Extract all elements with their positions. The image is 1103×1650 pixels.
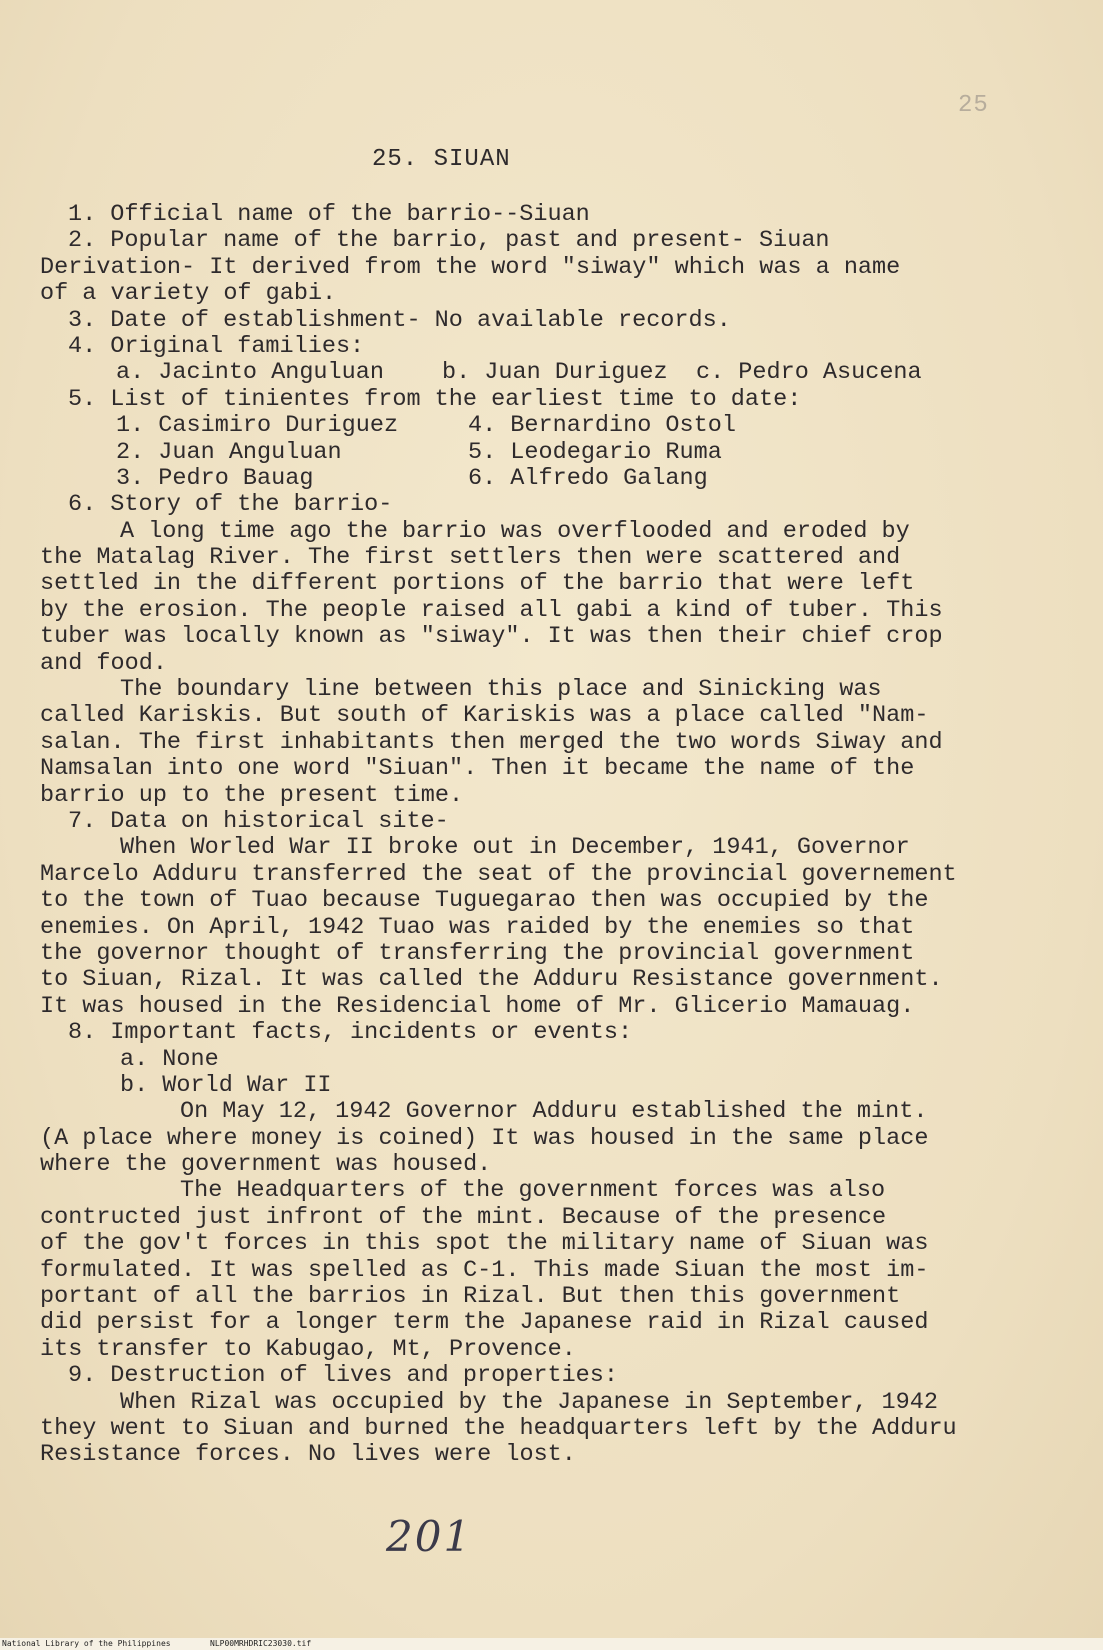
story-line: tuber was locally known as "siway". It was then their chief crop [40, 623, 943, 651]
events-line: The Headquarters of the government forces was also [180, 1177, 886, 1205]
item-4: 4. Original families: [68, 332, 365, 360]
historical-line: to Siuan, Rizal. It was called the Adduru Resistance government. [40, 966, 943, 994]
destruction-line: When Rizal was occupied by the Japanese in September, 1942 [120, 1388, 938, 1416]
item-3: 3. Date of establishment- No available records. [68, 306, 731, 334]
events-line: portant of all the barrios in Rizal. But then this government [40, 1283, 901, 1311]
teniente-6: 6. Alfredo Galang [468, 464, 708, 492]
story-line: settled in the different portions of the barrio that were left [40, 570, 915, 598]
historical-line: enemies. On April, 1942 Tuao was raided by the enemies so that [40, 913, 915, 941]
teniente-5: 5. Leodegario Ruma [468, 438, 722, 466]
story-line: and food. [40, 649, 167, 677]
item-8: 8. Important facts, incidents or events: [68, 1019, 633, 1047]
destruction-line: Resistance forces. No lives were lost. [40, 1441, 576, 1469]
item-1: 1. Official name of the barrio--Siuan [68, 201, 590, 228]
item-7: 7. Data on historical site- [68, 807, 449, 835]
teniente-row [40, 413, 1080, 439]
footer-file: NLP00MRHDRIC23030.tif [210, 1639, 312, 1648]
item-9: 9. Destruction of lives and properties: [68, 1362, 618, 1390]
events-line: contructed just infront of the mint. Because of the presence [40, 1203, 887, 1231]
teniente-2: 2. Juan Anguluan [116, 438, 342, 466]
document-body [40, 202, 1080, 1469]
events-line: formulated. It was spelled as C-1. This made Siuan the most im- [40, 1256, 929, 1284]
footer-library: National Library of the Philippines [2, 1639, 171, 1648]
page-title: 25. SIUAN [372, 146, 511, 173]
story-line: Namsalan into one word "Siuan". Then it became the name of the [40, 755, 915, 783]
family-a: a. Jacinto Anguluan [116, 359, 384, 387]
teniente-3: 3. Pedro Bauag [116, 464, 314, 492]
teniente-row [40, 466, 1080, 492]
events-line: did persist for a longer term the Japanese raid in Rizal caused [40, 1309, 929, 1337]
historical-line: It was housed in the Residencial home of Mr. Glicerio Mamauag. [40, 992, 915, 1020]
teniente-1: 1. Casimiro Duriguez [116, 412, 399, 440]
scan-footer [0, 1638, 1103, 1650]
events-line: its transfer to Kabugao, Mt, Provence. [40, 1335, 576, 1363]
item-8-a: a. None [120, 1045, 219, 1073]
item-2: 2. Popular name of the barrio, past and present- Siuan [68, 227, 830, 255]
historical-line: the governor thought of transferring the provincial government [40, 939, 915, 967]
story-line: called Kariskis. But south of Kariskis was a place called "Nam- [40, 702, 929, 730]
families-row [40, 360, 1080, 386]
events-line: where the government was housed. [40, 1151, 492, 1179]
events-line: of the gov't forces in this spot the military name of Siuan was [40, 1230, 929, 1258]
story-line: the Matalag River. The first settlers then were scattered and [40, 544, 901, 572]
story-line: barrio up to the present time. [40, 781, 464, 809]
item-5: 5. List of tinientes from the earliest time to date: [68, 385, 802, 413]
handwritten-page-number: 201 [386, 1512, 473, 1561]
events-line: On May 12, 1942 Governor Adduru established the mint. [180, 1098, 928, 1126]
historical-line: When Worled War II broke out in December, 1941, Governor [120, 834, 910, 862]
historical-line: to the town of Tuao because Tuguegarao then was occupied by the [40, 887, 929, 915]
page-number: 25 [958, 92, 989, 119]
item-2-derivation-cont: of a variety of gabi. [40, 280, 337, 308]
story-line: by the erosion. The people raised all gabi a kind of tuber. This [40, 596, 943, 624]
teniente-4: 4. Bernardino Ostol [468, 412, 736, 440]
events-line: (A place where money is coined) It was housed in the same place [40, 1124, 929, 1152]
item-6: 6. Story of the barrio- [68, 491, 393, 519]
family-b: b. Juan Duriguez [442, 359, 668, 387]
story-line: salan. The first inhabitants then merged the two words Siway and [40, 728, 943, 756]
historical-line: Marcelo Adduru transferred the seat of the provincial governement [40, 860, 957, 888]
story-line: A long time ago the barrio was overflooded and eroded by [120, 517, 910, 545]
family-c: c. Pedro Asucena [696, 359, 922, 387]
item-8-b: b. World War II [120, 1071, 332, 1099]
destruction-line: they went to Siuan and burned the headquarters left by the Adduru [40, 1414, 957, 1442]
teniente-row [40, 440, 1080, 466]
item-2-derivation: Derivation- It derived from the word "siway" which was a name [40, 253, 901, 281]
story-line: The boundary line between this place and Sinicking was [120, 676, 882, 704]
